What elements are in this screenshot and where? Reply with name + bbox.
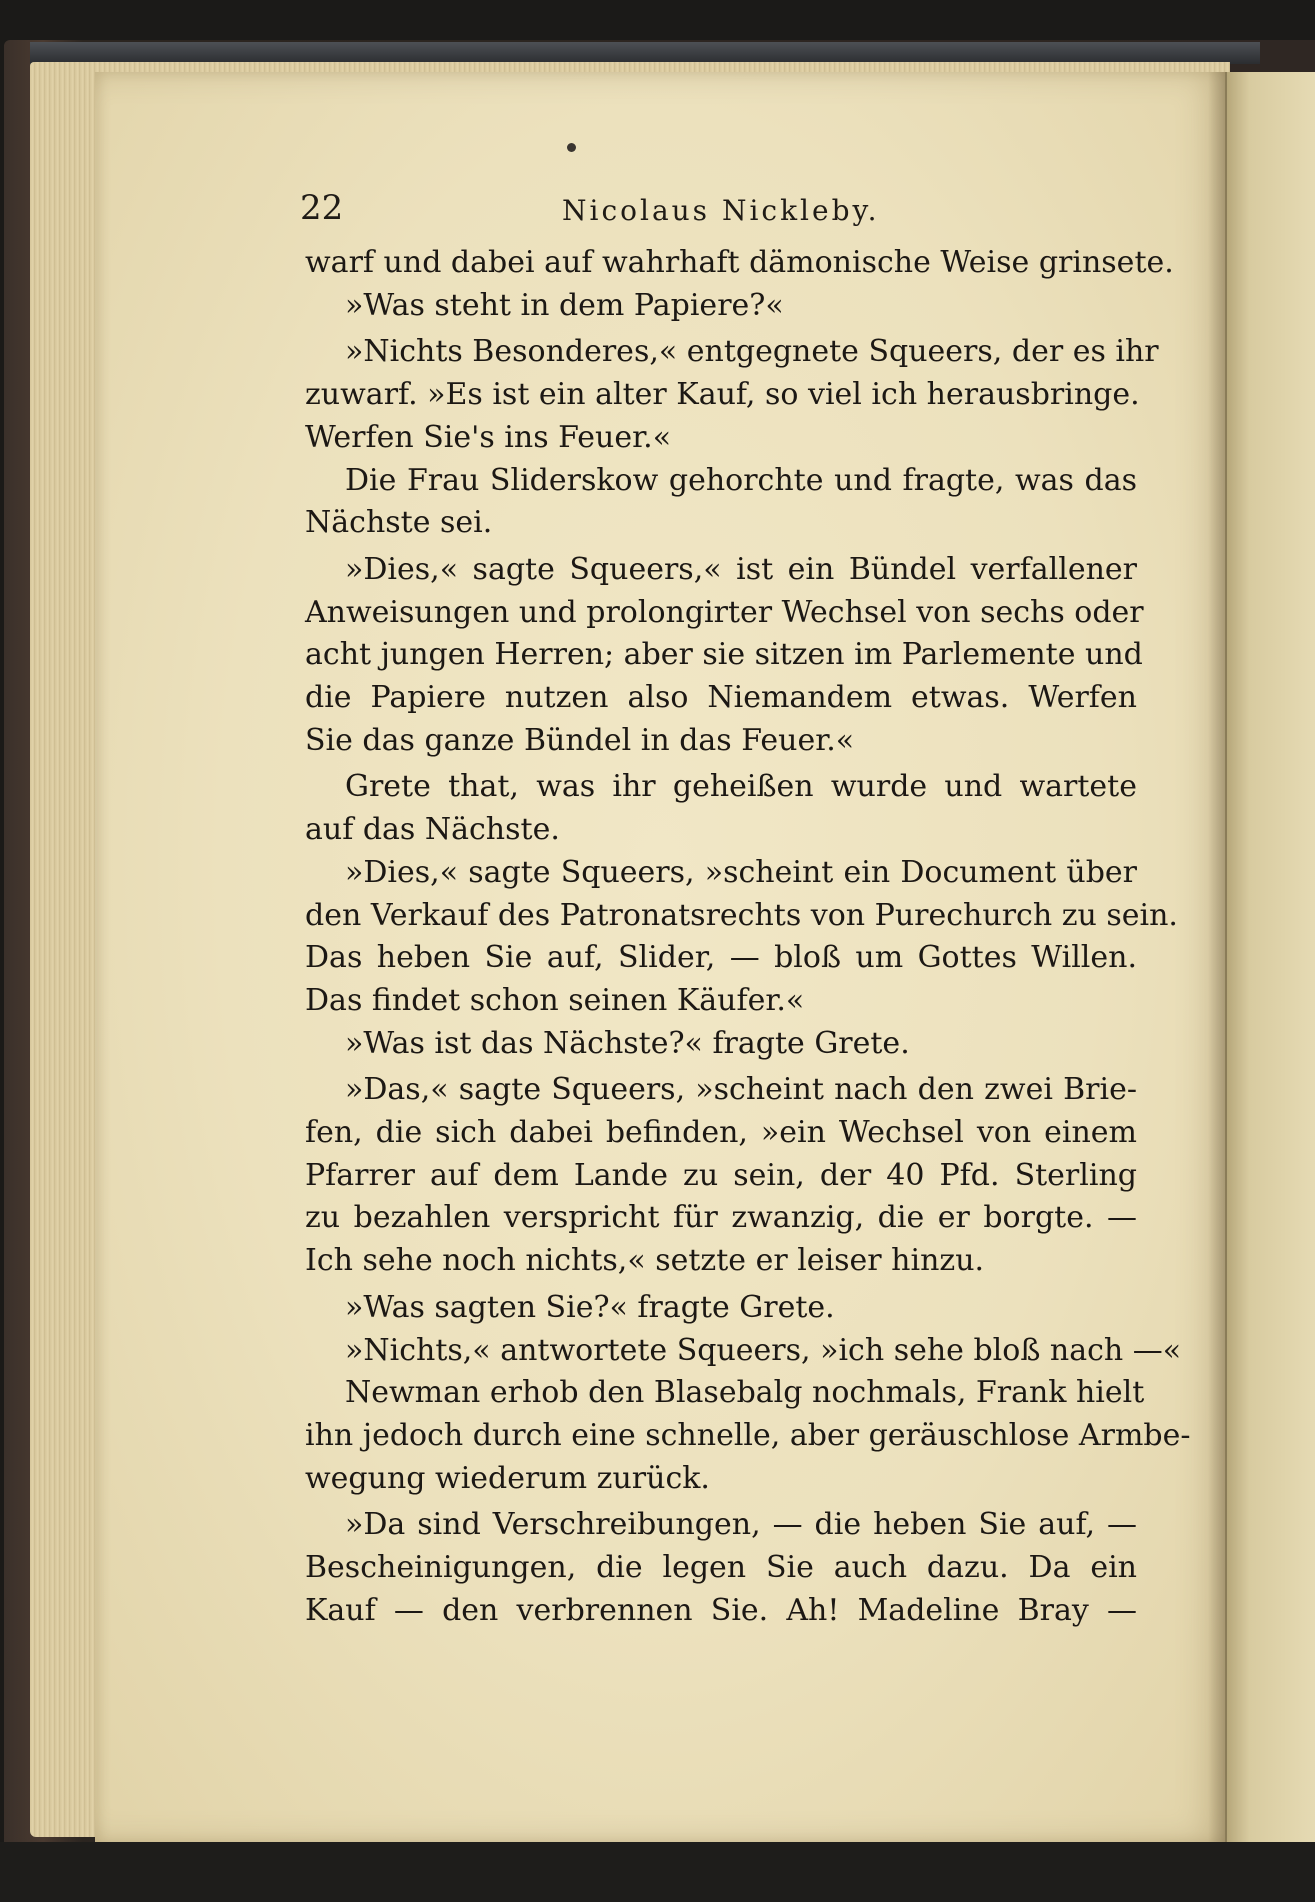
text-line: Werfen Sie's ins Feuer.« <box>305 419 672 455</box>
cover-top-edge <box>30 42 1260 64</box>
text-line: »Da sind Verschreibungen, — die heben Sie auf, — <box>345 1507 1137 1543</box>
running-title: Nicolaus Nickleby. <box>562 194 880 227</box>
text-line: Anweisungen und prolongirter Wechsel von sechs oder <box>305 594 1144 630</box>
text-line: »Dies,« sagte Squeers,« ist ein Bündel verfallener <box>345 551 1137 587</box>
text-line: auf das Nächste. <box>305 812 560 848</box>
text-line: zu bezahlen verspricht für zwanzig, die er borgte. — <box>305 1200 1137 1236</box>
text-line: Das findet schon seinen Käufer.« <box>305 982 805 1018</box>
text-line: die Papiere nutzen also Niemandem etwas. Werfen <box>305 680 1137 716</box>
text-line: Kauf — den verbrennen Sie. Ah! Madeline Bray — <box>305 1592 1137 1628</box>
body-text <box>305 242 1191 1633</box>
page-header <box>300 188 880 232</box>
text-line: Sie das ganze Bündel in das Feuer.« <box>305 722 855 758</box>
text-line: »Was ist das Nächste?« fragte Grete. <box>345 1025 910 1061</box>
text-line: »Das,« sagte Squeers, »scheint nach den zwei Brie- <box>345 1072 1137 1108</box>
text-line: »Nichts,« antwortete Squeers, »ich sehe bloß nach —« <box>345 1332 1182 1368</box>
text-line: Die Frau Sliderskow gehorchte und fragte, was das <box>345 462 1137 498</box>
page-number: 22 <box>300 188 344 228</box>
text-line: Bescheinigungen, die legen Sie auch dazu. Da ein <box>305 1550 1137 1586</box>
text-line: »Was sagten Sie?« fragte Grete. <box>345 1289 835 1325</box>
text-line: warf und dabei auf wahrhaft dämonische Weise grinsete. <box>305 245 1174 280</box>
facing-page-edge <box>1225 72 1315 1842</box>
text-line: acht jungen Herren; aber sie sitzen im Parlemente und <box>305 637 1143 673</box>
text-line: Das heben Sie auf, Slider, — bloß um Gottes Willen. <box>305 940 1137 976</box>
text-line: den Verkauf des Patronatsrechts von Purechurch zu sein. <box>305 897 1178 933</box>
background-bottom <box>0 1842 1315 1902</box>
text-line: Ich sehe noch nichts,« setzte er leiser hinzu. <box>305 1243 985 1279</box>
text-line: »Was steht in dem Papiere?« <box>345 287 784 323</box>
text-line: Nächste sei. <box>305 505 493 541</box>
text-line: »Dies,« sagte Squeers, »scheint ein Document über <box>345 854 1137 890</box>
text-line: ihn jedoch durch eine schnelle, aber geräuschlose Armbe- <box>305 1417 1191 1453</box>
text-line: Grete that, was ihr geheißen wurde und wartete <box>345 769 1137 805</box>
text-line: Newman erhob den Blasebalg nochmals, Frank hielt <box>345 1375 1145 1411</box>
text-line: Pfarrer auf dem Lande zu sein, der 40 Pfd. Sterling <box>305 1157 1137 1193</box>
ink-dot <box>567 143 576 152</box>
text-line: »Nichts Besonderes,« entgegnete Squeers, der es ihr <box>345 334 1159 370</box>
text-line: wegung wiederum zurück. <box>305 1460 710 1496</box>
text-line: fen, die sich dabei befinden, »ein Wechsel von einem <box>305 1115 1137 1151</box>
text-line: zuwarf. »Es ist ein alter Kauf, so viel ich herausbringe. <box>305 377 1140 413</box>
